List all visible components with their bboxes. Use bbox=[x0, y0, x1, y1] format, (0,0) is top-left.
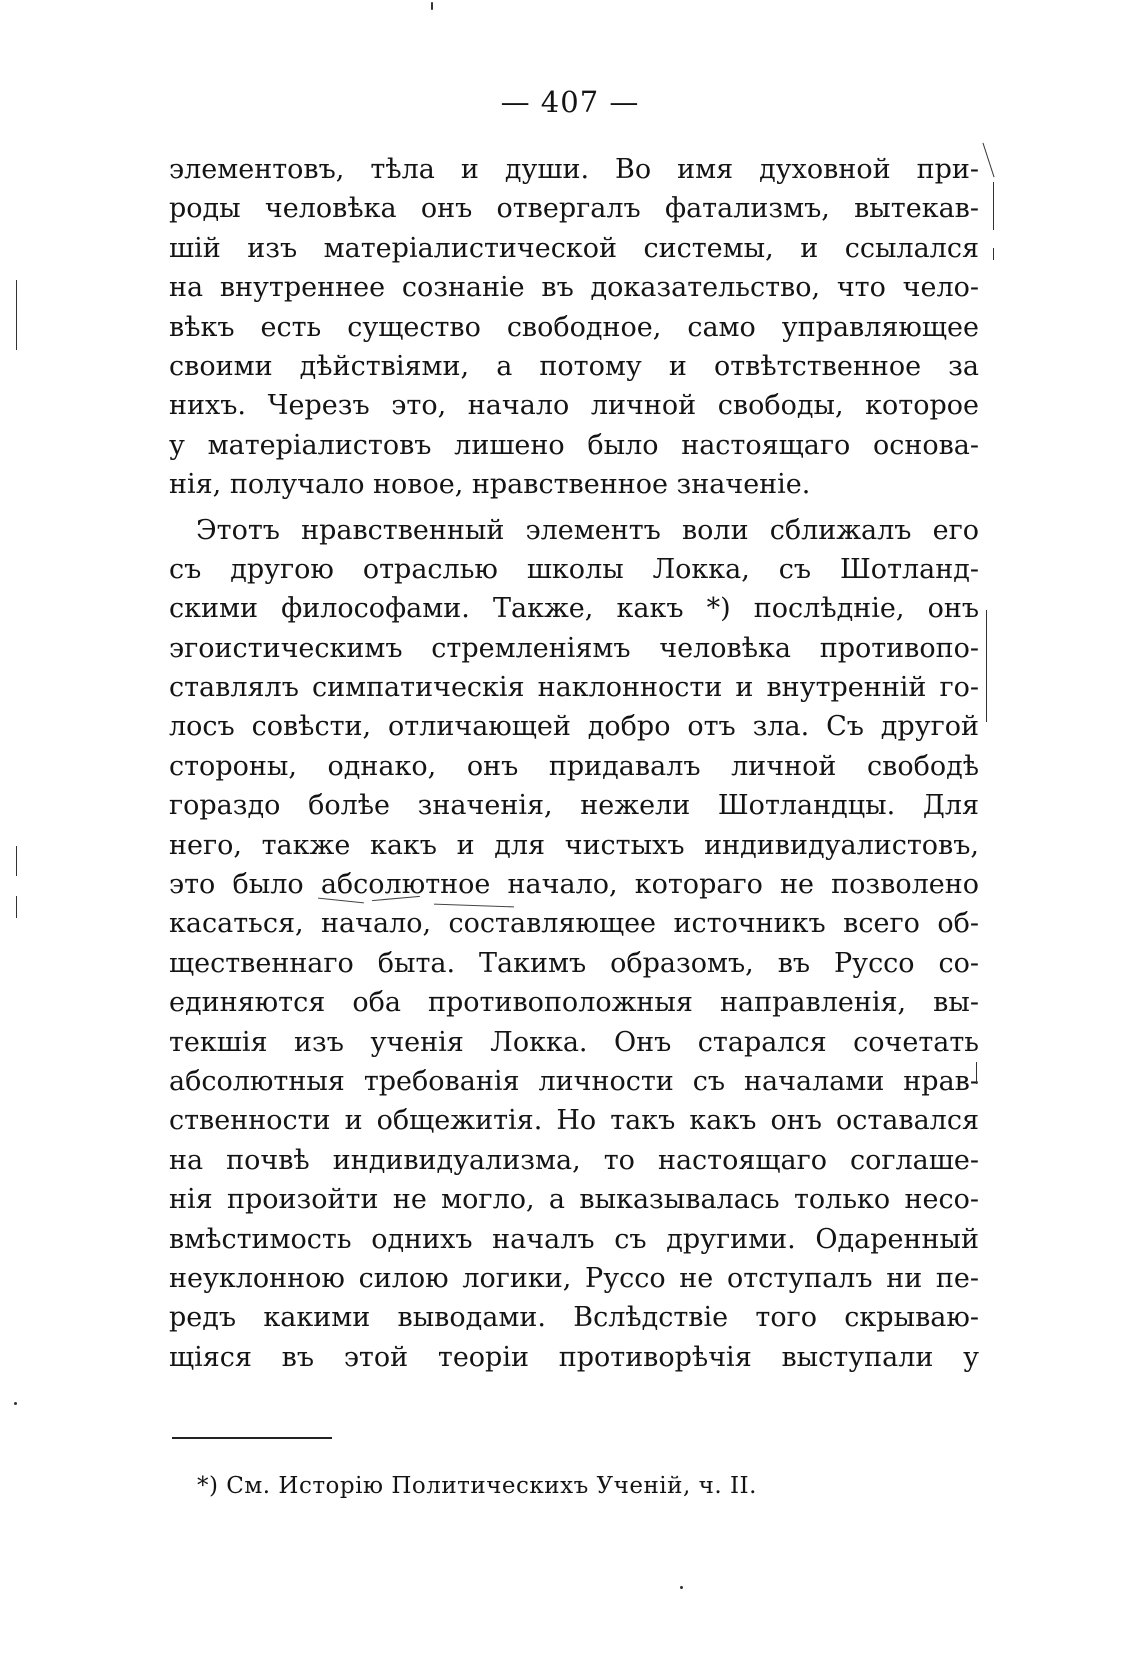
text-line: единяются оба противоположныя направленія, вы- bbox=[169, 987, 979, 1019]
text-line: нихъ. Черезъ это, начало личной свободы, которое bbox=[169, 390, 979, 422]
margin-mark bbox=[993, 182, 994, 230]
text-line: роды человѣка онъ отвергалъ фатализмъ, вытекав- bbox=[169, 193, 979, 225]
text-line: эгоистическимъ стремленіямъ человѣка противопо- bbox=[169, 632, 979, 664]
text-line: неуклонною силою логики, Руссо не отступалъ ни пе- bbox=[169, 1262, 979, 1294]
text-line: съ другою отраслью школы Локка, съ Шотланд- bbox=[169, 553, 979, 585]
text-line: элементовъ, тѣла и души. Во имя духовной при- bbox=[169, 154, 979, 185]
text-line: скими философами. Также, какъ *) послѣдніе, онъ bbox=[169, 593, 979, 625]
text-line: вѣкъ есть существо свободное, само управляющее bbox=[169, 311, 979, 343]
text-line: него, также какъ и для чистыхъ индивидуалистовъ, bbox=[169, 829, 979, 861]
text-line: щественнаго быта. Такимъ образомъ, въ Руссо со- bbox=[169, 947, 979, 979]
text-line: Этотъ нравственный элементъ воли сближалъ его bbox=[196, 514, 979, 546]
text-line: своими дѣйствіями, а потому и отвѣтственное за bbox=[169, 350, 979, 382]
margin-mark bbox=[976, 1062, 977, 1084]
text-line: ственности и общежитія. Но такъ какъ онъ оставался bbox=[169, 1105, 979, 1137]
text-line: это было абсолютное начало, котораго не позволено bbox=[169, 869, 979, 901]
margin-mark bbox=[16, 846, 17, 876]
text-line: нія произойти не могло, а выказывалась только несо- bbox=[169, 1184, 979, 1216]
speck bbox=[680, 1586, 683, 1589]
text-line: вмѣстимость однихъ началъ съ другими. Одаренный bbox=[169, 1223, 979, 1255]
footnote: *) См. Исторію Политическихъ Ученій, ч. II. bbox=[197, 1473, 757, 1499]
text-line: касаться, начало, составляющее источникъ всего об- bbox=[169, 908, 979, 940]
text-line: текшія изъ ученія Локка. Онъ старался сочетать bbox=[169, 1026, 979, 1058]
margin-mark bbox=[16, 280, 17, 350]
text-line: на почвѣ индивидуализма, то настоящаго соглаше- bbox=[169, 1144, 979, 1176]
text-line: гораздо болѣе значенія, нежели Шотландцы. Для bbox=[169, 790, 979, 822]
paragraph-2 bbox=[169, 511, 979, 1378]
body-text bbox=[169, 150, 979, 1377]
text-line: ставлялъ симпатическія наклонности и внутренній го- bbox=[169, 672, 979, 704]
footnote-divider bbox=[172, 1437, 332, 1439]
page-number: — 407 — bbox=[500, 85, 640, 119]
text-line: на внутреннее сознаніе въ доказательство, что чело- bbox=[169, 272, 979, 304]
text-line: стороны, однако, онъ придавалъ личной свободѣ bbox=[169, 750, 979, 782]
speck bbox=[431, 2, 433, 10]
text-line: нія, получало новое, нравственное значеніе. bbox=[169, 469, 811, 501]
text-line: щіяся въ этой теоріи противорѣчія выступали у bbox=[169, 1341, 979, 1373]
text-line: шій изъ матеріалистической системы, и ссылался bbox=[169, 232, 979, 264]
margin-mark bbox=[16, 896, 17, 918]
margin-mark bbox=[993, 248, 994, 260]
speck bbox=[14, 1402, 17, 1405]
margin-mark bbox=[982, 143, 994, 178]
text-line: абсолютныя требованія личности съ началами нрав- bbox=[169, 1065, 979, 1097]
margin-mark bbox=[986, 610, 987, 722]
paragraph-1 bbox=[169, 150, 979, 505]
text-line: лосъ совѣсти, отличающей добро отъ зла. Съ другой bbox=[169, 711, 979, 743]
text-line: редъ какими выводами. Вслѣдствіе того скрываю- bbox=[169, 1302, 979, 1334]
text-line: у матеріалистовъ лишено было настоящаго основа- bbox=[169, 429, 979, 461]
